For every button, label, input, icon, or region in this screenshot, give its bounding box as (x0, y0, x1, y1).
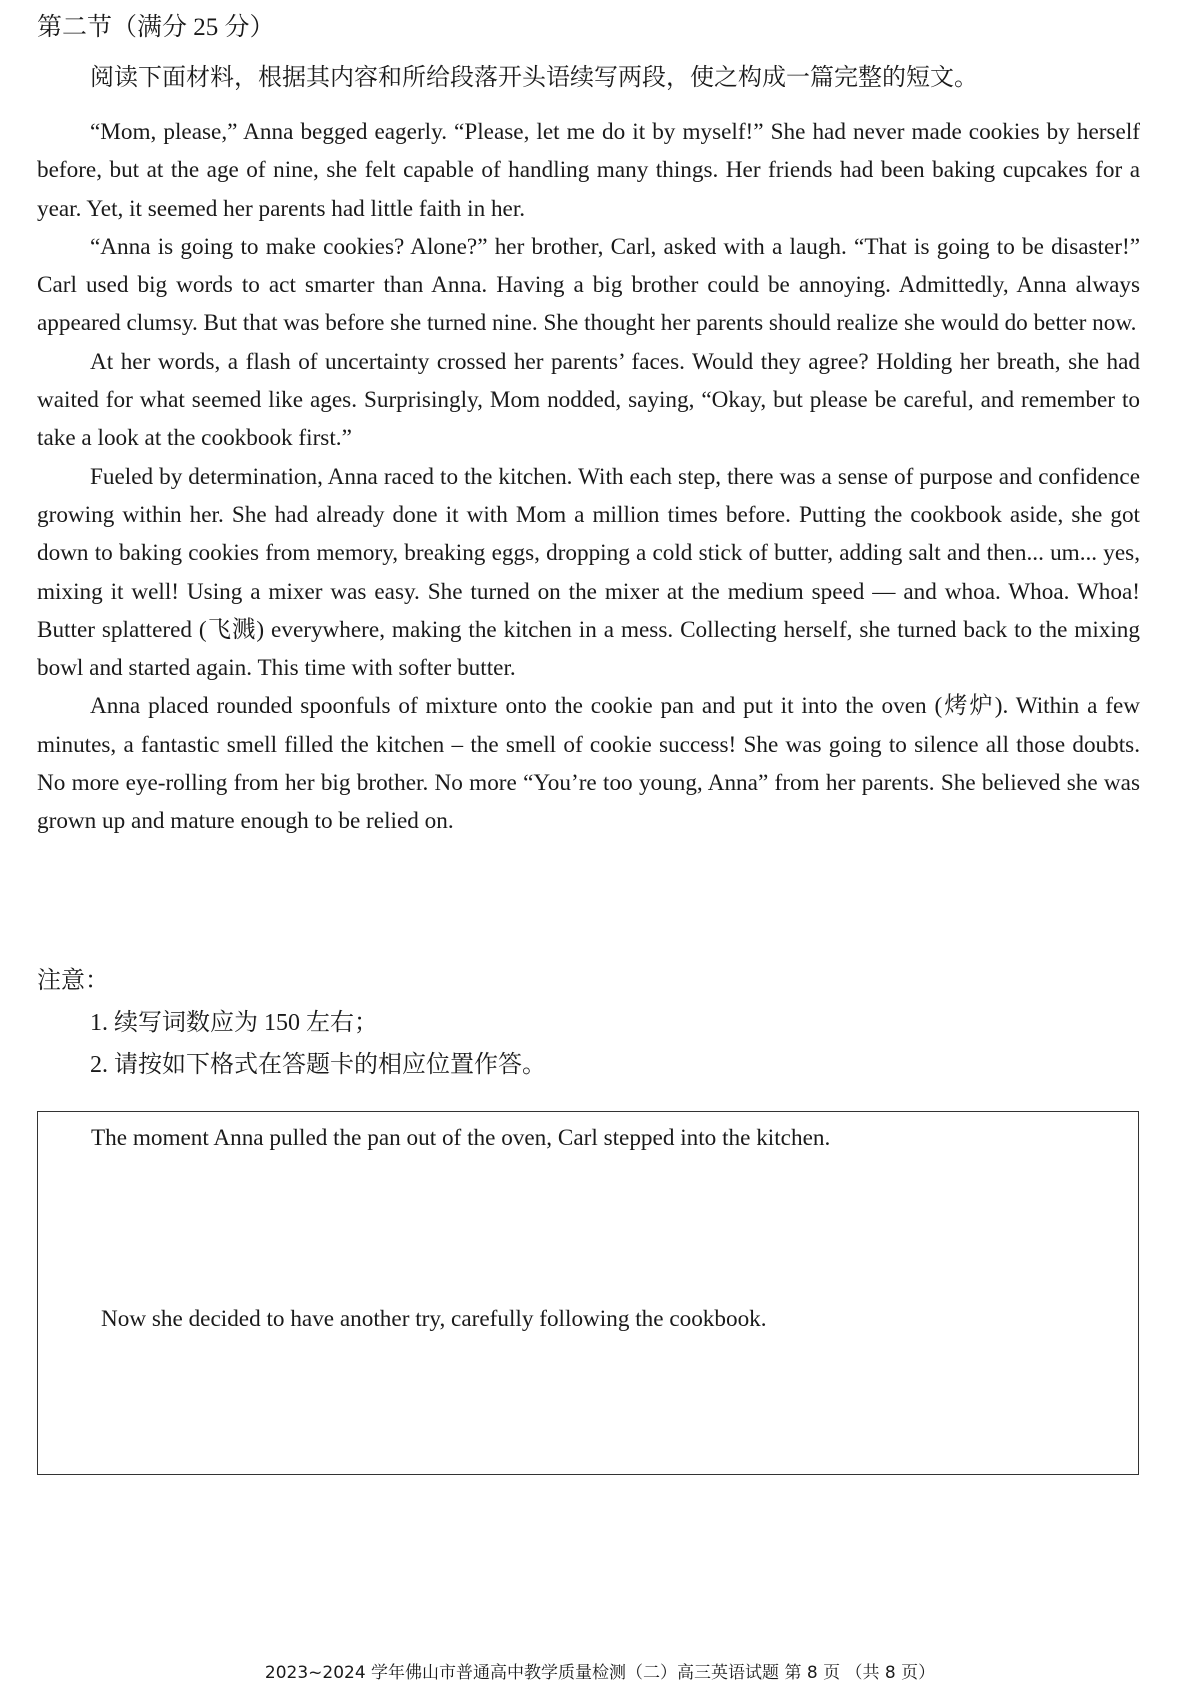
instruction-text: 阅读下面材料，根据其内容和所给段落开头语续写两段，使之构成一篇完整的短文。 (90, 65, 978, 91)
note-item-1: 1. 续写词数应为 150 左右； (90, 1010, 378, 1036)
answer-format-box (37, 1111, 1139, 1475)
paragraph-1-opening: The moment Anna pulled the pan out of the oven, Carl stepped into the kitchen. (91, 1125, 831, 1151)
reading-passage (37, 113, 1140, 841)
passage-paragraph-5: Anna placed rounded spoonfuls of mixture onto the cookie pan and put it into the oven (烤炉). Within a few minutes, a fantastic smell filled the kitchen – the smell of cookie success! She was going to silence all those doubts. No more eye-rolling from her big brother. No more “You’re too young, Anna” from her parents. She believed she was grown up and mature enough to be relied on. (37, 693, 1140, 835)
notes-section (37, 960, 546, 1086)
section-title: 第二节（满分 25 分） (37, 14, 275, 41)
note-item-2: 2. 请按如下格式在答题卡的相应位置作答。 (90, 1052, 546, 1078)
notes-label: 注意： (37, 968, 109, 994)
paragraph-2-opening: Now she decided to have another try, carefully following the cookbook. (101, 1306, 767, 1332)
passage-paragraph-2: “Anna is going to make cookies? Alone?” her brother, Carl, asked with a laugh. “That is going to be disaster!” Carl used big words to act smarter than Anna. Having a big brother could be annoying. Admittedly, Anna always appeared clumsy. But that was before she turned nine. She thought her parents should realize she would do better now. (37, 233, 1140, 337)
passage-paragraph-3: At her words, a flash of uncertainty crossed her parents’ faces. Would they agree? Holding her breath, she had waited for what seemed like ages. Surprisingly, Mom nodded, saying, “Okay, but please be careful, and remember to take a look at the cookbook first.” (37, 348, 1140, 452)
passage-paragraph-4: Fueled by determination, Anna raced to the kitchen. With each step, there was a sense of purpose and confidence growing within her. She had already done it with Mom a million times before. Putting the cookbook aside, she got down to baking cookies from memory, breaking eggs, dropping a cold stick of butter, adding salt and then... um... yes, mixing it well! Using a mixer was easy. She turned on the mixer at the medium speed — and whoa. Whoa. Whoa! Butter splattered (飞溅) everywhere, making the kitchen in a mess. Collecting herself, she turned back to the mixing bowl and started again. This time with softer butter. (37, 463, 1140, 682)
passage-paragraph-1: “Mom, please,” Anna begged eagerly. “Please, let me do it by myself!” She had never made cookies by herself before, but at the age of nine, she felt capable of handling many things. Her friends had been baking cupcakes for a year. Yet, it seemed her parents had little faith in her. (37, 119, 1140, 222)
page-footer: 2023~2024 学年佛山市普通高中教学质量检测（二）高三英语试题 第 8 页 （共 8 页） (264, 1663, 936, 1683)
